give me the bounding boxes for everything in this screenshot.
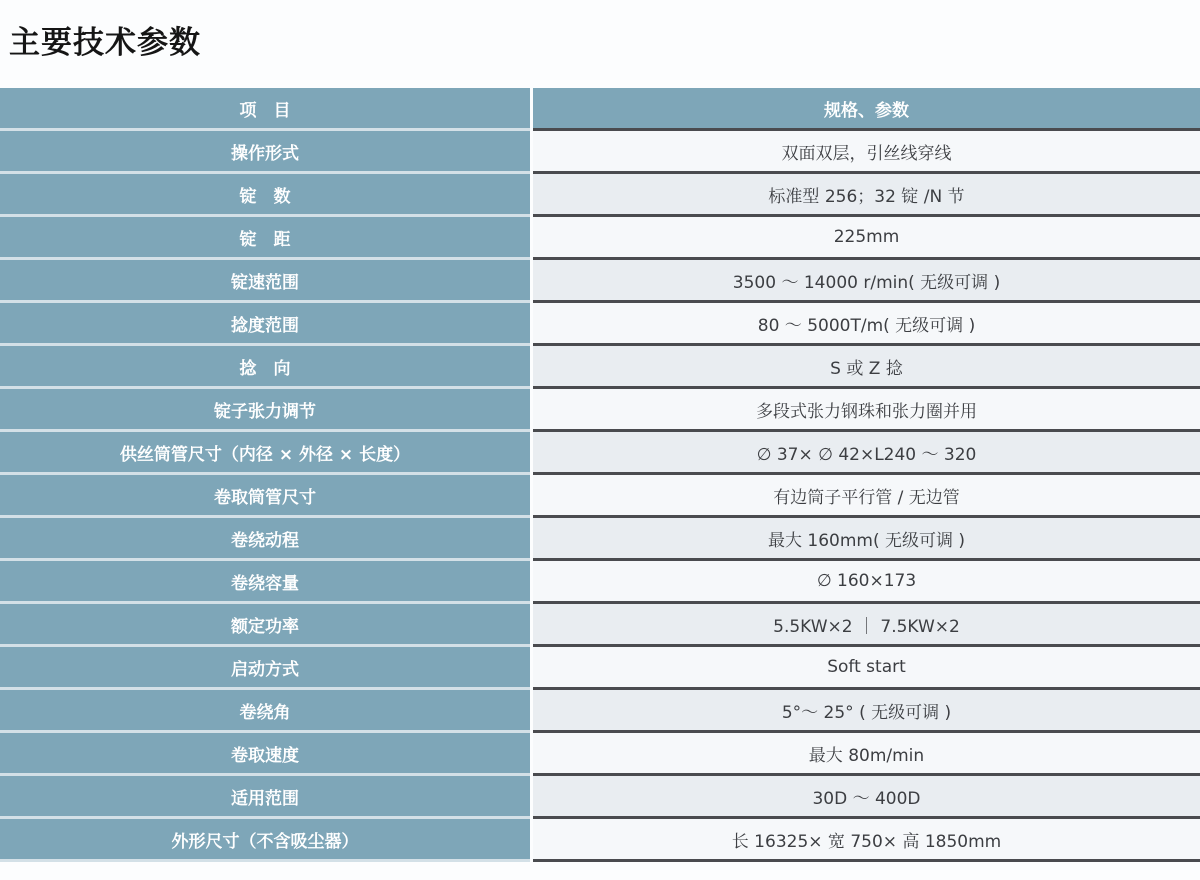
- header-item-cell: 项 目: [0, 88, 530, 131]
- table-row: [0, 690, 1200, 733]
- spec-item-cell: 卷取速度: [0, 733, 530, 776]
- spec-item-cell: 锭子张力调节: [0, 389, 530, 432]
- table-row: [0, 561, 1200, 604]
- spec-value-cell: 80 ～ 5000T/m( 无级可调 ): [533, 303, 1200, 346]
- table-row: [0, 518, 1200, 561]
- spec-item-cell: 供丝筒管尺寸（内径 × 外径 × 长度）: [0, 432, 530, 475]
- spec-value-cell: 5.5KW×2 ｜ 7.5KW×2: [533, 604, 1200, 647]
- header-spec-cell: 规格、参数: [533, 88, 1200, 131]
- spec-item-cell: 卷绕角: [0, 690, 530, 733]
- table-row: [0, 131, 1200, 174]
- spec-value-cell: 长 16325× 宽 750× 高 1850mm: [533, 819, 1200, 862]
- table-row: [0, 174, 1200, 217]
- table-row: [0, 475, 1200, 518]
- spec-value-cell: ∅ 37× ∅ 42×L240 ～ 320: [533, 432, 1200, 475]
- spec-value-cell: 有边筒子平行管 / 无边管: [533, 475, 1200, 518]
- table-row: [0, 346, 1200, 389]
- spec-value-cell: S 或 Z 捻: [533, 346, 1200, 389]
- spec-value-cell: 标准型 256；32 锭 /N 节: [533, 174, 1200, 217]
- table-row: [0, 389, 1200, 432]
- spec-value-cell: 最大 80m/min: [533, 733, 1200, 776]
- spec-value-cell: 多段式张力钢珠和张力圈并用: [533, 389, 1200, 432]
- spec-item-cell: 额定功率: [0, 604, 530, 647]
- table-row: [0, 217, 1200, 260]
- spec-item-cell: 外形尺寸（不含吸尘器）: [0, 819, 530, 862]
- spec-value-cell: 3500 ～ 14000 r/min( 无级可调 ): [533, 260, 1200, 303]
- table-row: [0, 776, 1200, 819]
- spec-item-cell: 捻度范围: [0, 303, 530, 346]
- spec-item-cell: 卷绕动程: [0, 518, 530, 561]
- spec-item-cell: 捻 向: [0, 346, 530, 389]
- table-row: [0, 733, 1200, 776]
- spec-value-cell: 双面双层，引丝线穿线: [533, 131, 1200, 174]
- spec-value-cell: 最大 160mm( 无级可调 ): [533, 518, 1200, 561]
- table-header-row: [0, 88, 1200, 131]
- spec-item-cell: 启动方式: [0, 647, 530, 690]
- spec-item-cell: 卷取筒管尺寸: [0, 475, 530, 518]
- spec-value-cell: Soft start: [533, 647, 1200, 690]
- spec-value-cell: 5°～ 25° ( 无级可调 ): [533, 690, 1200, 733]
- spec-item-cell: 操作形式: [0, 131, 530, 174]
- table-row: [0, 303, 1200, 346]
- spec-value-cell: ∅ 160×173: [533, 561, 1200, 604]
- spec-table-body: [0, 131, 1200, 862]
- spec-item-cell: 锭速范围: [0, 260, 530, 303]
- table-row: [0, 432, 1200, 475]
- table-row: [0, 819, 1200, 862]
- spec-table: [0, 88, 1200, 862]
- spec-item-cell: 卷绕容量: [0, 561, 530, 604]
- page-title: 主要技术参数: [9, 25, 201, 61]
- table-row: [0, 647, 1200, 690]
- spec-item-cell: 锭 距: [0, 217, 530, 260]
- spec-value-cell: 225mm: [533, 217, 1200, 260]
- table-row: [0, 260, 1200, 303]
- spec-item-cell: 适用范围: [0, 776, 530, 819]
- spec-value-cell: 30D ～ 400D: [533, 776, 1200, 819]
- table-row: [0, 604, 1200, 647]
- spec-item-cell: 锭 数: [0, 174, 530, 217]
